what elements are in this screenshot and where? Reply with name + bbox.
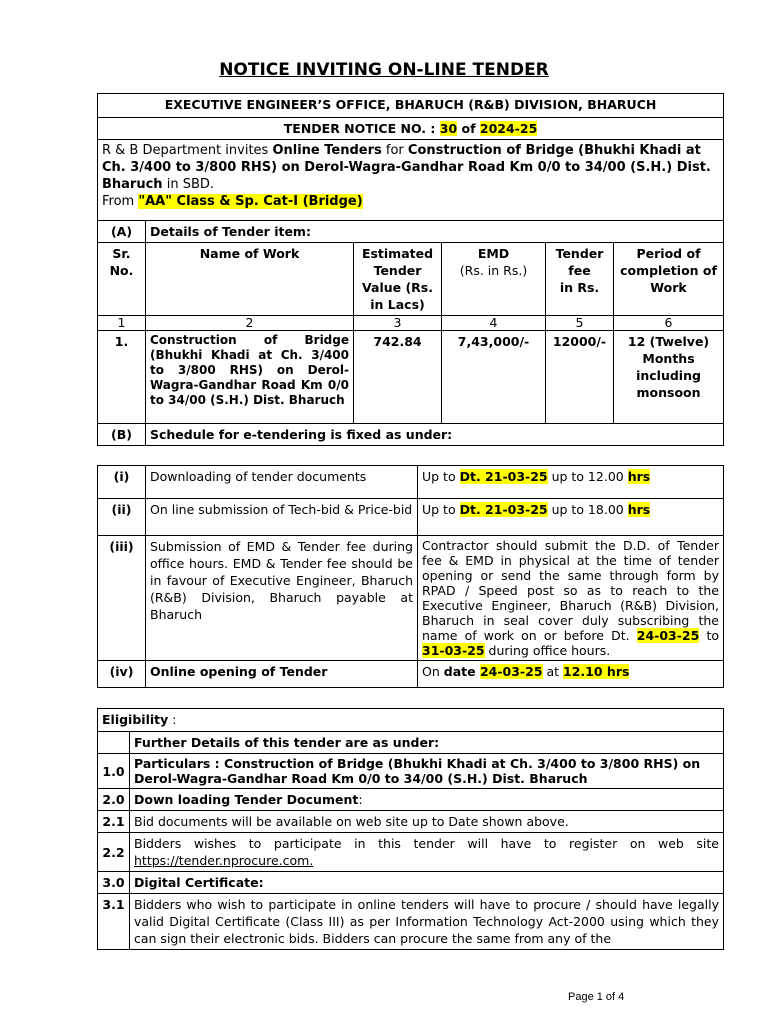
deadline-date: Dt. 21-03-25 (459, 502, 548, 517)
col-sr-no: Sr. No. (98, 243, 146, 316)
schedule-row-ii (98, 499, 724, 536)
opening-prefix: On (422, 664, 444, 679)
clause-suffix: : (358, 792, 363, 807)
clause-text (130, 833, 724, 872)
from-label: From (102, 194, 139, 209)
detail-row (98, 789, 724, 811)
submission-instructions: Contractor should submit the D.D. of Tender fee & EMD in physical at the time of tender opening or send the same through form by RPAD / Speed post so as to reach to the Executive Engineer, Bharuch (R&B) Division, Bharuch in seal cover duly subscribing the name of work on or before Dt. (422, 538, 719, 643)
section-b-row (98, 424, 724, 446)
schedule-row-i (98, 466, 724, 499)
clause-number: 2.0 (98, 789, 130, 811)
item-name: Construction of Bridge (Bhukhi Khadi at Ch. 3/400 to 3/800 RHS) on Derol-Wagra-Gandhar Road Km 0/0 to 34/00 (S.H.) Dist. Bharuch (146, 331, 354, 424)
section-b-label: (B) (98, 424, 146, 446)
submission-to: to (699, 628, 719, 643)
schedule-deadline (418, 466, 724, 499)
col-estimated-value: Estimated Tender Value (Rs. in Lacs) (354, 243, 442, 316)
column-header-row (98, 243, 724, 316)
item-emd: 7,43,000/- (442, 331, 546, 424)
deadline-date: Dt. 21-03-25 (459, 469, 548, 484)
clause-number: 3.1 (98, 894, 130, 950)
submission-start-date: 24-03-25 (636, 628, 700, 643)
schedule-table (97, 465, 724, 688)
detail-row (98, 872, 724, 894)
schedule-label: (ii) (98, 499, 146, 536)
detail-row (98, 833, 724, 872)
clause-text (130, 789, 724, 811)
schedule-label: (i) (98, 466, 146, 499)
clause-body: Bidders wishes to participate in this tender will have to register on web site (134, 836, 719, 851)
col-number: 5 (546, 316, 614, 331)
intro-sbd: in SBD. (162, 177, 215, 192)
clause-body: Bidders who wish to participate in online tenders will have to procure / should have legally valid Digital Certificate (Class III) as per Information Technology Act-2000 using which they can sign their electronic bids. Bidders can procure the same from any of the (134, 897, 719, 946)
deadline-hrs: hrs (627, 502, 651, 517)
intro-text: R & B Department invites (102, 143, 273, 158)
clause-text: Particulars : Construction of Bridge (Bhukhi Khadi at Ch. 3/400 to 3/800 RHS) on Derol-Wagra-Gandhar Road Km 0/0 to 34/00 (S.H.) Dist. Bharuch (130, 754, 724, 789)
deadline-prefix: Up to (422, 469, 460, 484)
schedule-label: (iv) (98, 661, 146, 688)
schedule-deadline (418, 536, 724, 661)
clause-number: 2.1 (98, 811, 130, 833)
deadline-time: up to 12.00 (547, 469, 628, 484)
section-b-heading: Schedule for e-tendering is fixed as under: (146, 424, 724, 446)
submission-hours: during office hours. (484, 643, 611, 658)
opening-date: 24-03-25 (479, 664, 543, 679)
office-row (98, 94, 724, 118)
schedule-row-iii (98, 536, 724, 661)
item-period: 12 (Twelve) Months including monsoon (614, 331, 724, 424)
clause-heading: Digital Certificate: (130, 872, 724, 894)
item-sr: 1. (98, 331, 146, 424)
notice-row (98, 118, 724, 140)
schedule-activity: Online opening of Tender (146, 661, 418, 688)
tender-table (97, 93, 724, 446)
col-name-of-work: Name of Work (146, 243, 354, 316)
schedule-activity: Submission of EMD & Tender fee during office hours. EMD & Tender fee should be in favour of Executive Engineer, Bharuch (R&B) Division, Bharuch payable at Bharuch (146, 536, 418, 661)
deadline-prefix: Up to (422, 502, 460, 517)
submission-end-date: 31-03-25 (422, 643, 485, 658)
further-row (98, 732, 724, 754)
tender-notice-number (98, 118, 724, 140)
item-estimate: 742.84 (354, 331, 442, 424)
opening-time: 12.10 hrs (563, 664, 630, 679)
schedule-label: (iii) (98, 536, 146, 661)
item-fee: 12000/- (546, 331, 614, 424)
section-a-label: (A) (98, 221, 146, 243)
schedule-deadline (418, 661, 724, 688)
col-emd-unit: (Rs. in Rs.) (459, 263, 528, 278)
opening-date-word: date (443, 664, 480, 679)
page-number: Page 1 of 4 (568, 991, 625, 1003)
detail-row (98, 894, 724, 950)
clause-number: 2.2 (98, 833, 130, 872)
clause-heading: Down loading Tender Document (134, 792, 359, 807)
section-a-row (98, 221, 724, 243)
eligibility (98, 709, 724, 732)
deadline-hrs: hrs (627, 469, 651, 484)
details-table (97, 708, 724, 950)
col-period: Period of completion of Work (614, 243, 724, 316)
detail-row (98, 754, 724, 789)
eligibility-row (98, 709, 724, 732)
schedule-activity: On line submission of Tech-bid & Price-bid (146, 499, 418, 536)
column-number-row (98, 316, 724, 331)
page-title: NOTICE INVITING ON-LINE TENDER (219, 60, 549, 80)
notice-number: 30 (439, 121, 458, 136)
clause-text (130, 894, 724, 950)
col-number: 2 (146, 316, 354, 331)
clause-text: Bid documents will be available on web site up to Date shown above. (130, 811, 724, 833)
intro-row (98, 140, 724, 221)
intro-work-name: Construction of Bridge (Bhukhi Khadi at Ch. 3/400 to 3/800 RHS) on Derol-Wagra-Gandhar Road Km 0/0 to 34/00 (S.H.) Dist. Bharuch (102, 143, 711, 192)
clause-number: 3.0 (98, 872, 130, 894)
nprocure-link[interactable]: https://tender.nprocure.com. (134, 853, 314, 868)
col-emd (442, 243, 546, 316)
opening-at: at (542, 664, 564, 679)
col-number: 1 (98, 316, 146, 331)
schedule-row-iv (98, 661, 724, 688)
office-heading: EXECUTIVE ENGINEER’S OFFICE, BHARUCH (R&B) DIVISION, BHARUCH (98, 94, 724, 118)
intro-paragraph (98, 140, 724, 221)
intro-for: for (381, 143, 408, 158)
col-tender-fee (546, 243, 614, 316)
col-number: 4 (442, 316, 546, 331)
notice-year: 2024-25 (479, 121, 538, 136)
intro-online-tenders: Online Tenders (272, 143, 382, 158)
schedule-deadline (418, 499, 724, 536)
clause-number: 1.0 (98, 754, 130, 789)
item-row (98, 331, 724, 424)
detail-row (98, 811, 724, 833)
contractor-class: "AA" Class & Sp. Cat-I (Bridge) (138, 194, 363, 209)
col-fee-title: Tender fee (555, 246, 604, 278)
eligibility-colon: : (168, 712, 177, 727)
col-emd-title: EMD (477, 246, 510, 261)
eligibility-label: Eligibility (102, 712, 169, 727)
deadline-time: up to 18.00 (547, 502, 628, 517)
notice-prefix: TENDER NOTICE NO. : (283, 121, 440, 136)
further-details-heading: Further Details of this tender are as under: (130, 732, 724, 754)
schedule-activity: Downloading of tender documents (146, 466, 418, 499)
section-a-heading: Details of Tender item: (146, 221, 724, 243)
col-number: 3 (354, 316, 442, 331)
col-number: 6 (614, 316, 724, 331)
notice-of: of (457, 121, 480, 136)
col-fee-unit: in Rs. (559, 280, 600, 295)
